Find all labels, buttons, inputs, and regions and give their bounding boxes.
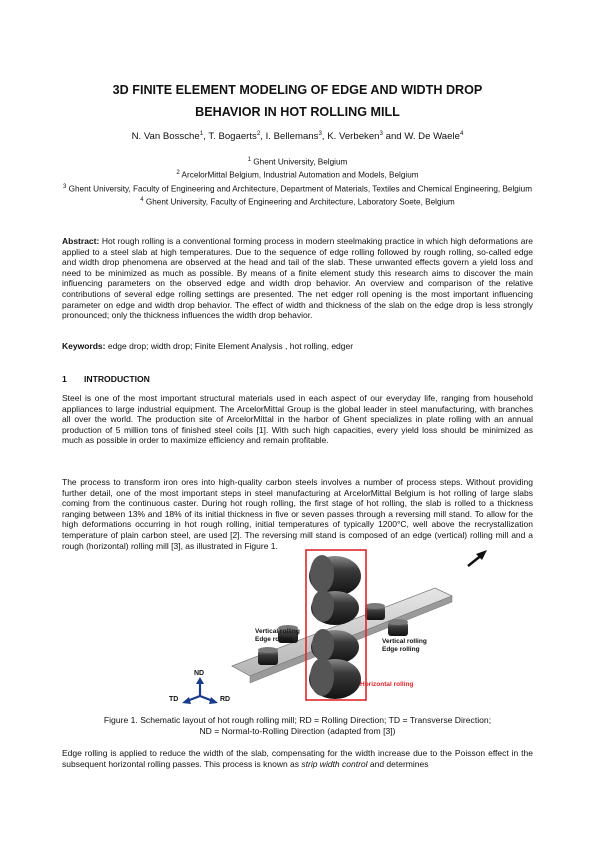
abstract-label: Abstract: (62, 236, 100, 246)
author: N. Van Bossche$^1$, (131, 130, 209, 143)
keywords-label: Keywords: (62, 341, 106, 351)
caption-line-1: Figure 1. Schematic layout of hot rough rolling mill; RD = Rolling Direction; TD = Transverse Direction; (103, 715, 492, 725)
title-line-1: 3D FINITE ELEMENT MODELING OF EDGE AND WIDTH DROP (112, 83, 483, 97)
label-edge-rolling-left: Edge rolling (255, 636, 293, 643)
emphasis: strip width control (301, 758, 368, 769)
section-heading (62, 374, 150, 384)
affiliation: $^1$ Ghent University, Belgium (247, 157, 348, 167)
coordinate-axes (169, 670, 230, 704)
affiliation: $^4$ Ghent University, Faculty of Engineering and Architecture, Laboratory Soete, Belgium (140, 196, 455, 207)
author: K. Verbeken$^3$ and (327, 130, 405, 143)
caption-line-2: ND = Normal-to-Rolling Direction (adapted from [3]) (199, 725, 396, 736)
axis-label-td: TD (169, 696, 179, 703)
affiliations (52, 155, 543, 208)
title-line-2: BEHAVIOR IN HOT ROLLING MILL (195, 105, 400, 119)
label-vertical-rolling-left: Vertical rolling (255, 628, 300, 635)
paragraph: Steel is one of the most important structural materials used in each aspect of our everyday life, ranging from household appliances to large industrial equipment. The ArcelorMittal Group is the global leader in steel manufacturing, with branches all over the world. The production site of ArcelorMittal in the harbor of Ghent specializes in plate rolling with an annual production of 5 million tons of finished steel coils [1]. With such high capacities, every yield loss should be minimized as much as possible in order to maximize efficiency and remain profitable. (62, 393, 533, 446)
author: W. De Waele$^4$ (404, 130, 464, 143)
paragraph: Edge rolling is applied to reduce the width of the slab, compensating for the width increase due to the Poisson effect in the subsequent horizontal rolling passes. This process is known as strip width control and determines (62, 748, 533, 769)
figure-rolling-mill (160, 546, 490, 710)
axis-label-rd: RD (220, 696, 231, 703)
label-edge-rolling-right: Edge rolling (382, 646, 420, 653)
rolling-mill-diagram (160, 546, 490, 710)
abstract (62, 236, 533, 321)
section-number: 1 (62, 374, 67, 384)
section-title: INTRODUCTION (84, 374, 150, 384)
label-vertical-rolling-right: Vertical rolling (382, 638, 427, 645)
keywords (62, 341, 533, 352)
axis-label-nd: ND (194, 670, 205, 677)
affiliation: $^2$ ArcelorMittal Belgium, Industrial Automation and Models, Belgium (176, 170, 419, 181)
figure-caption (62, 715, 533, 737)
paragraph: The process to transform iron ores into high-quality carbon steels involves a number of process steps. Without providing further detail, one of the most important steps in steel manufacturing at ArcelorMittal Belgium is hot rolling of large slabs coming from the continuous caster. During hot rough rolling, the first stage of hot rolling, the slab is rolled to a thickness ranging between 13% and 18% of its initial thickness in five or seven passes through a reversing mill stand. To allow for the high deformations occurring in hot rough rolling, initial temperatures of typically 1200°C, well above the recrystallization temperature of plain carbon steel, are used [2]. The reversing mill stand is composed of an edge (vertical) rolling mill and a rough (horizontal) rolling mill [3], as illustrated in Figure 1. (62, 477, 533, 551)
label-horizontal-rolling: Horizontal rolling (360, 681, 414, 688)
abstract-text: Hot rough rolling is a conventional forming process in modern steelmaking practice in which high deformations are applied to a steel slab at high temperatures. Due to the sequence of edge rolling followed by rough rolling, so-called edge and width drop phenomena are observed at the head and tail of the slab. These unwanted effects govern a yield loss and need to be minimized as much as possible. By means of a finite element study this research aims to discover the main influencing parameters on the observed edge and width drop behavior. An overview and comparison of the relative contributions of several edge rolling settings are presented. The net edger roll opening is the most important influencing parameter on edge and width drop behavior. The effect of width and thickness of the slab on the edge drop is less strongly pronounced; only the thickness influences the width drop behavior. (62, 236, 533, 321)
keywords-text: edge drop; width drop; Finite Element Analysis , hot rolling, edger (107, 341, 354, 351)
author: I. Bellemans$^3$, (265, 130, 328, 143)
paper-title (60, 79, 535, 123)
affiliation: $^3$ Ghent University, Faculty of Engineering and Architecture, Department of Materials, Textiles and Chemical Engineering, Belgium (62, 183, 533, 194)
author-list (40, 128, 555, 143)
author: T. Bogaerts$^2$, (208, 130, 266, 143)
